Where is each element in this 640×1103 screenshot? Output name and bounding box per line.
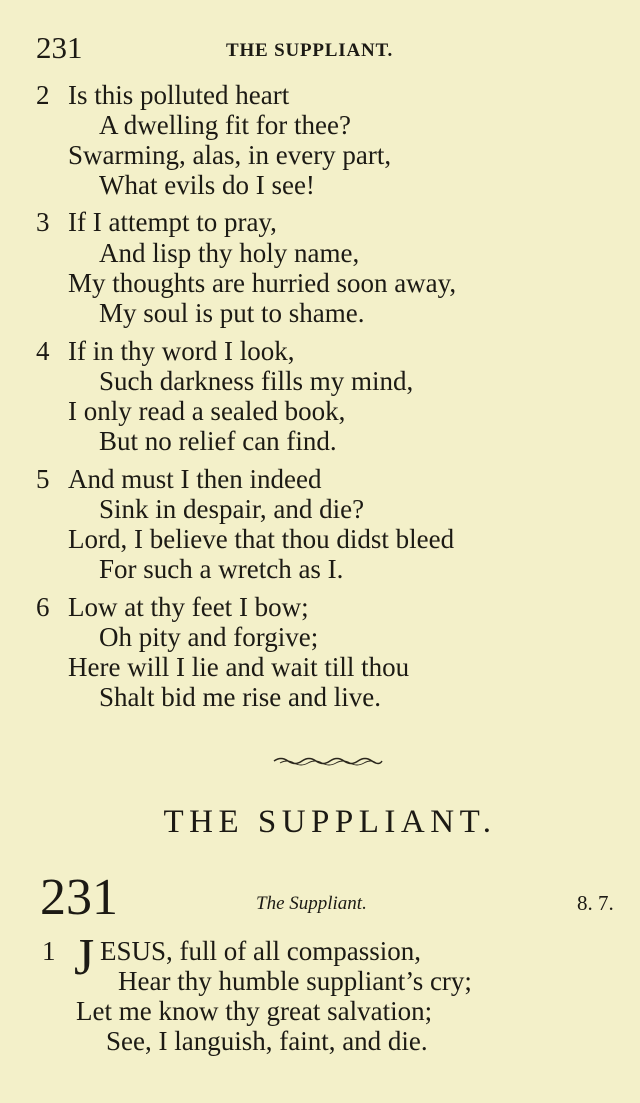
hymn-title: The Suppliant. xyxy=(256,893,367,914)
hymn-number: 231 xyxy=(40,869,118,926)
verse-line: What evils do I see! xyxy=(99,170,315,200)
verse-line: Lord, I believe that thou didst bleed xyxy=(68,524,455,554)
verse-number: 6 xyxy=(36,592,50,622)
verse-line: A dwelling fit for thee? xyxy=(99,110,351,140)
verse-number: 2 xyxy=(36,80,50,110)
verse-line: For such a wretch as I. xyxy=(99,554,344,584)
verse-line: Hear thy humble suppliant’s cry; xyxy=(118,966,472,996)
verse-line: My soul is put to shame. xyxy=(99,298,365,328)
verse-line: Let me know thy great salvation; xyxy=(76,996,433,1026)
verse-line: I only read a sealed book, xyxy=(68,396,346,426)
verse-line: Such darkness fills my mind, xyxy=(99,366,414,396)
verse-number: 3 xyxy=(36,207,50,237)
ornamental-divider xyxy=(272,752,384,770)
page-number: 231 xyxy=(36,30,83,65)
section-title: THE SUPPLIANT. xyxy=(163,804,497,840)
drop-cap: J xyxy=(74,929,95,986)
hymn-meter: 8. 7. xyxy=(577,891,614,915)
verse-line: And lisp thy holy name, xyxy=(99,238,360,268)
verse-line: Shalt bid me rise and live. xyxy=(99,682,381,712)
verse-line: If I attempt to pray, xyxy=(68,207,277,237)
verse-number: 1 xyxy=(42,936,56,966)
verse-line: ESUS, full of all compassion, xyxy=(100,936,421,966)
verse-line: My thoughts are hurried soon away, xyxy=(68,268,457,298)
verse-line: And must I then indeed xyxy=(68,464,322,494)
verse-line: Swarming, alas, in every part, xyxy=(68,140,392,170)
running-header: THE SUPPLIANT. xyxy=(226,40,394,61)
verse-line: Here will I lie and wait till thou xyxy=(68,652,410,682)
verse-line: If in thy word I look, xyxy=(68,336,295,366)
verse-line: Oh pity and forgive; xyxy=(99,622,319,652)
verse-line: Sink in despair, and die? xyxy=(99,494,365,524)
verse-number: 5 xyxy=(36,464,50,494)
verse-number: 4 xyxy=(36,336,50,366)
verse-line: Is this polluted heart xyxy=(68,80,290,110)
verse-line: See, I languish, faint, and die. xyxy=(106,1026,428,1056)
verse-line: Low at thy feet I bow; xyxy=(68,592,309,622)
verse-line: But no relief can find. xyxy=(99,426,337,456)
